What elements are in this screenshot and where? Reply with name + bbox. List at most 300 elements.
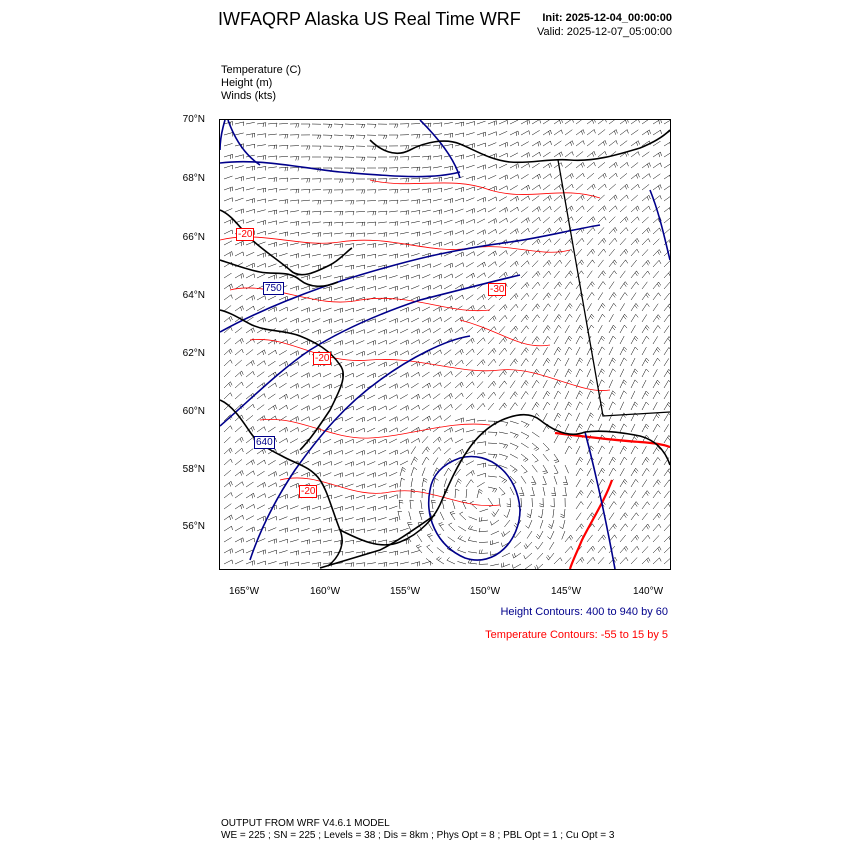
wind-barb	[554, 206, 561, 212]
wind-barb	[477, 251, 485, 256]
wind-barb	[367, 529, 376, 531]
wind-barb-flag	[539, 239, 541, 243]
wind-barb	[598, 130, 605, 136]
wind-barb	[356, 529, 365, 531]
wind-barb-flag	[658, 347, 661, 350]
wind-barb	[543, 476, 546, 484]
wind-barb-flag	[580, 468, 583, 471]
wind-barb-flag	[430, 383, 431, 387]
wind-barb	[433, 156, 442, 157]
wind-barb-flag	[626, 557, 628, 561]
wind-barb-flag	[661, 152, 662, 156]
wind-barb-flag	[592, 479, 595, 482]
wind-barb	[499, 251, 506, 257]
wind-barb-flag	[614, 303, 617, 306]
wind-barb	[543, 347, 548, 355]
wind-barb	[521, 207, 528, 212]
wind-barb-flag	[471, 372, 473, 376]
wind-barb	[224, 504, 231, 509]
wind-barb	[389, 318, 397, 322]
wind-barb	[268, 539, 276, 542]
wind-barb	[609, 457, 613, 465]
wind-barb	[389, 406, 397, 410]
wind-barb-flag	[342, 417, 343, 421]
wind-barb	[598, 446, 602, 454]
wind-barb	[664, 513, 670, 520]
wind-barb	[554, 163, 561, 168]
wind-barb	[257, 296, 265, 300]
wind-barb	[565, 336, 569, 344]
wind-barb-flag	[351, 396, 352, 400]
wind-barb	[290, 373, 298, 378]
wind-barb	[653, 380, 657, 388]
wind-barb-flag	[298, 232, 299, 236]
wind-barb	[554, 413, 558, 421]
wind-barb-flag	[451, 393, 452, 397]
wind-barb-flag	[276, 438, 277, 442]
wind-barb-flag	[460, 536, 463, 539]
wind-barb	[466, 382, 472, 388]
wind-barb	[532, 120, 540, 124]
wind-barb-flag	[551, 141, 552, 145]
wind-barb	[334, 495, 343, 498]
wind-barb-flag	[627, 184, 629, 188]
wind-barb-flag	[331, 201, 332, 205]
wind-barb-flag	[494, 220, 495, 224]
wind-barb	[367, 222, 376, 223]
wind-barb	[609, 120, 616, 124]
wind-barb-flag	[452, 274, 453, 278]
wind-barb	[356, 563, 365, 564]
wind-barb-flag	[440, 372, 441, 376]
wind-barb-flag	[615, 535, 617, 538]
wind-barb	[565, 369, 569, 377]
wind-barb	[455, 252, 463, 256]
wind-barb-flag	[471, 405, 473, 409]
wind-barb	[433, 264, 441, 268]
wind-barb-flag	[416, 545, 420, 546]
wind-barb	[620, 402, 624, 410]
wind-barb-flag	[627, 120, 628, 123]
wind-barb	[631, 457, 635, 465]
wind-barb	[389, 472, 397, 476]
wind-barb-flag	[646, 358, 649, 361]
wind-barb-flag	[634, 470, 637, 473]
wind-barb-flag	[298, 450, 299, 454]
wind-barb-flag	[424, 478, 428, 480]
wind-barb-flag	[568, 404, 571, 407]
wind-barb	[345, 484, 354, 487]
wind-barb-flag	[287, 145, 288, 149]
wind-barb	[279, 189, 288, 190]
wind-barb-flag	[462, 360, 464, 364]
wind-barb	[224, 493, 231, 499]
wind-barb-flag	[549, 164, 550, 168]
wind-barb	[224, 560, 232, 564]
wind-barb	[477, 121, 486, 124]
wind-barb-flag	[637, 238, 639, 242]
wind-barb-flag	[569, 347, 572, 350]
wind-barb-flag	[647, 559, 649, 563]
wind-barb	[422, 405, 429, 410]
wind-barb	[356, 484, 365, 487]
wind-barb-flag	[350, 135, 352, 139]
wind-barb	[378, 495, 387, 498]
wind-barb-flag	[307, 146, 308, 150]
wind-barb-flag	[637, 546, 639, 550]
wind-barb	[598, 347, 602, 355]
wind-barb	[279, 145, 288, 146]
wind-barb-flag	[472, 382, 474, 386]
wind-barb	[312, 265, 321, 267]
wind-barb	[499, 359, 505, 366]
wind-barb-flag	[309, 384, 310, 388]
wind-barb	[642, 217, 649, 223]
wind-barb	[510, 359, 515, 366]
wind-barb	[323, 319, 331, 322]
wind-barb-flag	[428, 189, 429, 193]
wind-barb	[642, 293, 647, 300]
wind-barb	[389, 275, 398, 278]
wind-barb-flag	[328, 157, 329, 161]
wind-barb	[378, 319, 386, 322]
wind-barb-flag	[623, 349, 626, 352]
wind-barb	[400, 307, 408, 311]
wind-barb	[587, 546, 593, 553]
height-label-640: 640	[256, 437, 273, 448]
wind-barb	[444, 133, 453, 135]
wind-barb-flag	[340, 541, 341, 545]
wind-barb	[400, 384, 408, 389]
wind-barb-flag	[473, 371, 475, 375]
wind-barb-flag	[552, 495, 556, 496]
wind-barb	[609, 173, 616, 179]
wind-barb	[538, 542, 543, 549]
wind-barb-flag	[592, 314, 595, 317]
wind-barb	[419, 511, 422, 520]
wind-barb	[598, 162, 605, 168]
wind-barb	[345, 563, 354, 564]
wind-barb	[576, 446, 580, 454]
wind-barb-flag	[462, 382, 464, 386]
wind-barb-flag	[548, 197, 549, 201]
wind-barb-flag	[549, 524, 552, 526]
wind-barb-flag	[340, 244, 341, 248]
wind-barb-flag	[243, 549, 244, 553]
wind-barb-flag	[458, 481, 461, 484]
wind-barb	[565, 314, 570, 322]
wind-barb	[488, 454, 497, 455]
wind-barb-flag	[638, 206, 640, 210]
wind-barb	[290, 286, 298, 289]
wind-barb	[653, 239, 659, 245]
wind-barb-flag	[276, 483, 277, 487]
wind-barb	[290, 178, 299, 179]
wind-barb-flag	[669, 413, 670, 416]
wind-barb	[642, 535, 648, 542]
wind-barb	[620, 206, 627, 212]
wind-barb	[510, 370, 515, 377]
wind-barb-flag	[506, 272, 508, 276]
wind-barb-flag	[591, 446, 594, 449]
wind-barb	[565, 465, 569, 473]
wind-barb	[549, 553, 555, 560]
wind-barb-flag	[298, 124, 299, 128]
wind-barb-flag	[386, 200, 387, 204]
wind-barb-flag	[331, 254, 332, 258]
wind-barb-flag	[320, 395, 321, 399]
wind-barb-flag	[580, 262, 582, 265]
wind-barb	[521, 293, 527, 300]
wind-barb-flag	[463, 449, 464, 453]
wind-barb-flag	[537, 402, 540, 405]
wind-barb	[620, 435, 624, 443]
wind-barb-flag	[535, 566, 537, 569]
wind-barb-flag	[460, 512, 464, 514]
wind-barb-flag	[436, 557, 439, 559]
wind-barb-flag	[602, 468, 605, 471]
wind-barb	[279, 539, 288, 542]
wind-barb-flag	[450, 429, 451, 433]
wind-barb	[576, 358, 580, 366]
wind-barb-flag	[386, 243, 387, 247]
lon-label-150: 150°W	[469, 586, 501, 597]
wind-barb	[576, 457, 580, 465]
wind-barb-flag	[515, 263, 517, 267]
wind-barb-flag	[548, 358, 551, 361]
wind-barb	[620, 479, 625, 487]
wind-barb	[642, 491, 647, 498]
wind-barb-flag	[242, 349, 243, 353]
wind-barb-flag	[514, 470, 517, 472]
wind-barb-flag	[581, 271, 583, 274]
wind-barb	[653, 358, 658, 366]
wind-barb-flag	[582, 557, 584, 561]
wind-barb	[279, 517, 287, 520]
wind-barb	[468, 540, 477, 542]
wind-barb-flag	[276, 178, 277, 182]
wind-barb-flag	[430, 329, 431, 333]
wind-barb	[334, 351, 342, 355]
wind-barb	[378, 562, 387, 564]
wind-barb-flag	[634, 338, 637, 341]
wind-barb	[356, 495, 365, 498]
wind-barb-flag	[506, 423, 508, 427]
wind-barb-flag	[439, 145, 440, 149]
wind-barb	[642, 347, 646, 355]
wind-barb	[609, 249, 615, 256]
wind-barb-flag	[482, 296, 483, 300]
wind-barb	[488, 272, 495, 278]
lat-label-64: 64°N	[182, 290, 205, 301]
wind-barb-flag	[254, 263, 255, 267]
wind-barb	[422, 232, 431, 234]
wind-barb	[389, 551, 398, 553]
wind-barb	[400, 211, 409, 212]
wind-barb	[510, 432, 518, 435]
wind-barb	[576, 479, 581, 487]
wind-barb-flag	[526, 219, 527, 223]
wind-barb	[422, 264, 430, 267]
wind-barb	[411, 446, 416, 454]
wind-barb	[565, 424, 569, 432]
wind-barb	[257, 123, 266, 124]
wind-barb	[257, 427, 264, 432]
wind-barb	[356, 450, 364, 454]
wind-barb	[521, 421, 529, 425]
wind-barb	[290, 243, 299, 245]
wind-barb	[609, 238, 615, 245]
wind-barb	[554, 195, 561, 201]
wind-barb-flag	[484, 294, 485, 298]
wind-barb	[235, 122, 244, 124]
wind-barb-flag	[373, 407, 374, 411]
wind-barb-flag	[516, 165, 517, 169]
wind-barb-flag	[594, 130, 595, 134]
wind-barb	[554, 141, 561, 146]
wind-barb-flag	[532, 484, 536, 485]
wind-barb	[466, 133, 475, 136]
wind-barb-flag	[395, 222, 396, 226]
wind-barb-flag	[547, 402, 550, 405]
wind-barb	[554, 347, 558, 355]
wind-barb-flag	[472, 404, 474, 408]
wind-barb-flag	[514, 553, 515, 557]
wind-barb	[488, 476, 497, 477]
wind-barb-flag	[362, 222, 363, 226]
wind-barb-flag	[592, 524, 594, 527]
wind-barb	[554, 152, 561, 157]
wind-barb-flag	[581, 502, 583, 505]
wind-barb-flag	[594, 162, 595, 166]
wind-barb-flag	[298, 135, 299, 139]
wind-barb-flag	[309, 124, 310, 128]
wind-barb-flag	[568, 371, 571, 374]
wind-barb-flag	[450, 512, 454, 513]
wind-barb	[268, 242, 277, 245]
wind-barb-flag	[558, 316, 561, 319]
wind-barb-flag	[320, 146, 321, 150]
wind-barb-flag	[605, 141, 606, 145]
wind-barb	[587, 227, 593, 234]
wind-barb	[488, 337, 494, 344]
wind-barb-flag	[526, 284, 528, 288]
wind-barb-flag	[625, 293, 628, 296]
wind-barb-flag	[484, 273, 485, 277]
wind-barb	[477, 392, 483, 399]
wind-barb-flag	[625, 218, 627, 222]
wind-barb	[631, 336, 635, 344]
wind-barb-flag	[342, 406, 343, 410]
wind-barb-flag	[230, 516, 231, 520]
wind-barb-flag	[449, 362, 450, 366]
wind-barb	[565, 141, 572, 146]
wind-barb-flag	[571, 142, 572, 146]
wind-barb	[521, 402, 526, 410]
wind-barb-flag	[561, 120, 562, 123]
wind-barb-flag	[351, 201, 352, 205]
wind-barb	[479, 542, 488, 543]
wind-barb-flag	[669, 347, 670, 350]
wind-barb	[312, 308, 320, 311]
wind-barb	[609, 468, 613, 476]
wind-barb-flag	[353, 540, 354, 544]
wind-barb-flag	[364, 157, 365, 161]
wind-barb-flag	[373, 374, 374, 378]
wind-barb	[437, 548, 444, 554]
wind-barb	[598, 468, 602, 476]
wind-barb-flag	[364, 124, 366, 128]
wind-barb-flag	[517, 261, 519, 265]
wind-barb-flag	[418, 546, 422, 548]
wind-barb-flag	[474, 241, 475, 245]
wind-barb-flag	[569, 413, 572, 416]
wind-barb-flag	[601, 470, 604, 473]
wind-barb-flag	[550, 195, 551, 199]
wind-barb-flag	[495, 466, 497, 470]
wind-barb-flag	[646, 369, 649, 372]
wind-barb	[664, 163, 670, 168]
wind-barb-flag	[507, 207, 508, 211]
wind-barb	[543, 413, 547, 421]
wind-barb	[433, 221, 442, 224]
wind-barb	[466, 154, 475, 157]
wind-barb-flag	[568, 338, 571, 341]
wind-barb-flag	[555, 462, 559, 463]
wind-barb	[323, 330, 331, 333]
wind-barb	[598, 151, 605, 157]
wind-barb-flag	[646, 459, 649, 462]
wind-barb	[631, 446, 635, 454]
wind-barb-flag	[557, 349, 560, 352]
wind-barb-flag	[569, 273, 571, 276]
wind-barb	[480, 509, 489, 512]
wind-barb-flag	[602, 369, 605, 372]
wind-barb	[664, 358, 669, 366]
wind-barb-flag	[580, 369, 583, 372]
wind-barb-flag	[309, 417, 310, 421]
wind-barb	[356, 439, 364, 443]
wind-barb	[664, 207, 670, 213]
wind-barb	[609, 141, 616, 147]
wind-barb	[587, 457, 591, 465]
wind-barb	[279, 307, 287, 311]
wind-barb-flag	[570, 303, 573, 306]
wind-barb	[257, 561, 266, 564]
wind-barb-flag	[602, 314, 605, 317]
wind-barb	[653, 293, 658, 300]
wind-barb	[389, 222, 398, 223]
lat-label-60: 60°N	[182, 406, 205, 417]
wind-barb-flag	[660, 185, 661, 189]
wind-barb-flag	[320, 373, 321, 377]
wind-barb-flag	[386, 211, 387, 215]
wind-barb	[543, 325, 548, 333]
wind-barb-flag	[604, 238, 606, 242]
wind-barb-flag	[229, 483, 230, 487]
wind-barb	[235, 459, 242, 465]
wind-barb-flag	[451, 438, 452, 442]
wind-barb-flag	[408, 406, 409, 410]
wind-barb-flag	[397, 135, 398, 139]
wind-barb	[301, 340, 309, 344]
wind-barb	[565, 152, 572, 157]
wind-barb	[408, 523, 412, 531]
wind-barb-flag	[507, 153, 508, 157]
wind-barb	[345, 518, 354, 520]
wind-barb	[268, 188, 277, 190]
wind-barb	[488, 498, 493, 506]
